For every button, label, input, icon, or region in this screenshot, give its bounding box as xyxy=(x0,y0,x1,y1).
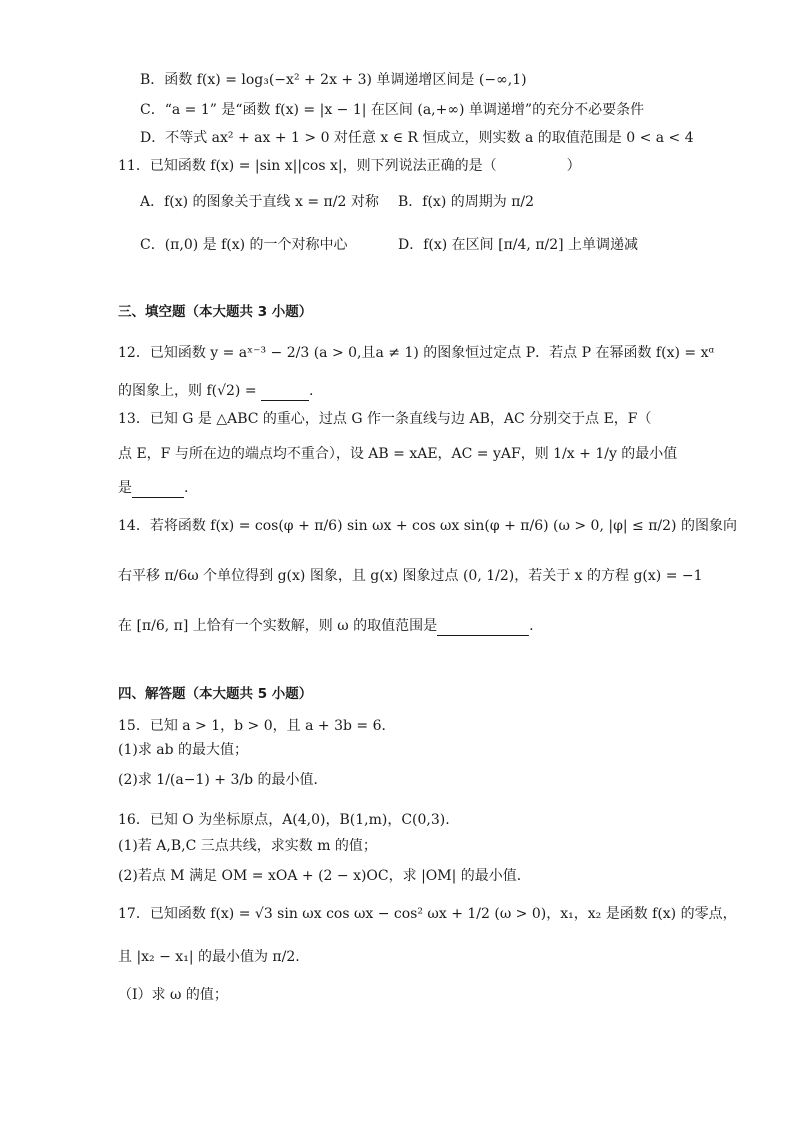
question-16-part1: (1)若 A,B,C 三点共线，求实数 m 的值； xyxy=(118,838,377,854)
question-16: 16．已知 O 为坐标原点，A(4,0)，B(1,m)，C(0,3). xyxy=(118,812,450,828)
q14-answer-blank[interactable] xyxy=(437,619,529,636)
option-b-prev: B．函数 f(x) = log₃(−x² + 2x + 3) 单调递增区间是 (−∞,1) xyxy=(140,72,527,88)
q12-answer-blank[interactable] xyxy=(261,384,309,401)
question-12-line2 xyxy=(118,381,313,401)
q14-end: . xyxy=(529,618,534,634)
option-d-prev: D．不等式 ax² + ax + 1 > 0 对任意 x ∈ R 恒成立，则实数 a 的取值范围是 0 < a < 4 xyxy=(140,130,694,146)
question-17-line2: 且 |x₂ − x₁| 的最小值为 π/2. xyxy=(118,949,300,965)
question-11: 11．已知函数 f(x) = |sin x||cos x|，则下列说法正确的是（ ） xyxy=(118,158,581,174)
q13-end: . xyxy=(184,480,189,496)
question-13-line2: 点 E，F 与所在边的端点均不重合），设 AB = xAE，AC = yAF，则 1/x + 1/y 的最小值 xyxy=(118,446,678,462)
q13-text: 是 xyxy=(118,480,132,496)
question-16-part2: (2)若点 M 满足 OM = xOA + (2 − x)OC，求 |OM| 的最小值． xyxy=(118,868,531,884)
question-13-line3 xyxy=(118,478,188,498)
q11-option-c: C．(π,0) 是 f(x) 的一个对称中心 xyxy=(140,237,348,253)
option-c-prev: C．“a = 1” 是“函数 f(x) = |x − 1| 在区间 (a,+∞) 单调递增”的充分不必要条件 xyxy=(140,102,645,118)
q14-text: 在 [π/6, π] 上恰有一个实数解，则 ω 的取值范围是 xyxy=(118,618,438,634)
question-12-line1: 12．已知函数 y = aˣ⁻³ − 2/3 (a > 0,且a ≠ 1) 的图象恒过定点 P．若点 P 在幂函数 f(x) = xᵅ xyxy=(118,345,715,361)
q11-option-b: B．f(x) 的周期为 π/2 xyxy=(398,194,535,210)
question-15-part1: (1)求 ab 的最大值； xyxy=(118,742,249,758)
q13-answer-blank[interactable] xyxy=(132,481,184,498)
section-fill-in-heading: 三、填空题（本大题共 3 小题） xyxy=(118,304,313,320)
question-15: 15．已知 a > 1，b > 0，且 a + 3b = 6． xyxy=(118,718,396,734)
question-17-line1: 17．已知函数 f(x) = √3 sin ωx cos ωx − cos² ωx + 1/2 (ω > 0)，x₁，x₂ 是函数 f(x) 的零点， xyxy=(118,906,737,922)
q11-option-a: A．f(x) 的图象关于直线 x = π/2 对称 xyxy=(140,194,379,210)
q12-end: . xyxy=(309,383,314,399)
question-13-line1: 13．已知 G 是 △ABC 的重心，过点 G 作一条直线与边 AB，AC 分别交于点 E，F（ xyxy=(118,411,652,427)
q12-text: 的图象上，则 f(√2) = xyxy=(118,383,262,399)
question-15-part2: (2)求 1/(a−1) + 3/b 的最小值． xyxy=(118,772,328,788)
question-17-part1: （Ⅰ）求 ω 的值； xyxy=(118,987,228,1003)
q11-option-d: D．f(x) 在区间 [π/4, π/2] 上单调递减 xyxy=(398,237,639,253)
question-14-line1: 14．若将函数 f(x) = cos(φ + π/6) sin ωx + cos ωx sin(φ + π/6) (ω > 0, |φ| ≤ π/2) 的图象向 xyxy=(118,518,737,534)
section-solve-heading: 四、解答题（本大题共 5 小题） xyxy=(118,686,313,702)
question-14-line3 xyxy=(118,616,534,636)
question-14-line2: 右平移 π/6ω 个单位得到 g(x) 图象，且 g(x) 图象过点 (0, 1/2)，若关于 x 的方程 g(x) = −1 xyxy=(118,568,703,584)
